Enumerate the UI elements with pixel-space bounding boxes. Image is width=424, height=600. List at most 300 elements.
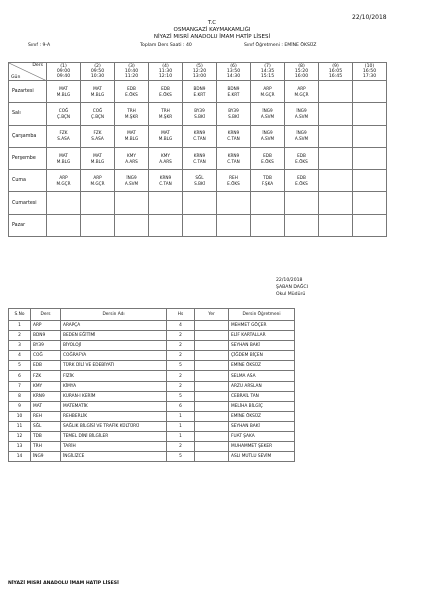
lesson-cell	[217, 214, 251, 236]
lesson-code: ARP	[263, 85, 272, 91]
day-row	[9, 192, 387, 214]
lesson-teacher: F.ŞKA	[261, 180, 274, 186]
lesson-teacher: A.SVM	[124, 180, 139, 186]
day-row	[9, 103, 387, 125]
course-yer	[195, 391, 229, 401]
col-hs: Hs	[167, 309, 195, 321]
period-no: (3)	[128, 63, 135, 69]
lesson-cell	[285, 81, 319, 103]
lesson-teacher: M.ŞKR	[158, 113, 173, 119]
course-no: 2	[9, 331, 31, 341]
lesson-teacher: A.SVM	[294, 113, 309, 119]
lesson-code: KRN9	[193, 130, 206, 136]
lesson-cell	[319, 170, 353, 192]
lesson-teacher: S.ASA	[91, 136, 104, 142]
period-end: 15:15	[260, 74, 275, 80]
course-code: EDB	[31, 361, 61, 371]
period-header	[251, 63, 285, 81]
course-no: 11	[9, 421, 31, 431]
lesson-code: COĞ	[92, 107, 103, 113]
course-teacher: EMİNE ÖKSÜZ	[229, 361, 295, 371]
day-row	[9, 214, 387, 236]
class-label: Sınıf : 9-A	[28, 43, 51, 48]
course-teacher: MELİHA BİLGİÇ	[229, 401, 295, 411]
course-teacher: SEYHAN BAKİ	[229, 421, 295, 431]
course-row	[9, 321, 295, 331]
day-row	[9, 81, 387, 103]
course-header-row	[9, 309, 295, 321]
lesson-cell	[285, 103, 319, 125]
lesson-cell	[149, 81, 183, 103]
lesson-cell	[81, 214, 115, 236]
lesson-code: İNG9	[262, 107, 273, 113]
lesson-cell	[149, 192, 183, 214]
course-no: 10	[9, 411, 31, 421]
course-hs: 1	[167, 421, 195, 431]
period-end: 10:30	[90, 74, 105, 80]
lesson-cell	[115, 147, 149, 169]
lesson-code: İNG9	[262, 130, 273, 136]
col-sno: S.No	[9, 309, 31, 321]
course-name: REHBERLİK	[61, 411, 167, 421]
course-no: 7	[9, 381, 31, 391]
period-header	[81, 63, 115, 81]
lesson-code: ARP	[297, 85, 306, 91]
lesson-cell	[217, 192, 251, 214]
lesson-teacher: E.ÖKS	[295, 158, 308, 164]
course-name: COĞRAFYA	[61, 351, 167, 361]
course-name: SAĞLIK BİLGİSİ VE TRAFİK KÜLTÜRÜ	[61, 421, 167, 431]
lesson-code: BDN9	[193, 85, 206, 91]
weekly-timetable	[8, 62, 387, 237]
course-row	[9, 442, 295, 452]
lesson-teacher: M.BLG	[158, 136, 173, 142]
course-list-table	[8, 308, 295, 462]
lesson-code: EDB	[161, 85, 170, 91]
lesson-code: REH	[229, 174, 238, 180]
course-code: FZK	[31, 371, 61, 381]
lesson-cell	[115, 192, 149, 214]
course-hs: 5	[167, 452, 195, 462]
lesson-cell	[183, 81, 217, 103]
period-end: 14:30	[226, 74, 241, 80]
course-name: MATEMATİK	[61, 401, 167, 411]
course-hs: 2	[167, 351, 195, 361]
course-hs: 6	[167, 401, 195, 411]
lesson-teacher: M.BLG	[90, 91, 105, 97]
course-no: 12	[9, 432, 31, 442]
course-teacher: ASLI MUTLU SEVİM	[229, 452, 295, 462]
course-teacher: EMİNE ÖKSÜZ	[229, 411, 295, 421]
lesson-code: EDB	[127, 85, 136, 91]
day-name: Cuma	[9, 170, 47, 192]
lesson-cell	[81, 192, 115, 214]
lesson-cell	[251, 147, 285, 169]
lesson-teacher: E.KRT	[193, 91, 206, 97]
lesson-teacher: C.TAN	[193, 158, 206, 164]
lesson-code: TRH	[161, 107, 170, 113]
col-yer: Yer	[195, 309, 229, 321]
course-hs: 2	[167, 331, 195, 341]
lesson-cell	[47, 192, 81, 214]
course-teacher: SEYHAN BAKİ	[229, 341, 295, 351]
day-name: Çarşamba	[9, 125, 47, 147]
lesson-teacher: A.ARS	[125, 158, 138, 164]
course-code: KRN9	[31, 391, 61, 401]
course-teacher: MUHAMMET ŞEKER	[229, 442, 295, 452]
course-no: 4	[9, 351, 31, 361]
period-start: 16:05	[328, 68, 343, 74]
lesson-code: TDB	[263, 174, 272, 180]
day-name: Salı	[9, 103, 47, 125]
course-name: ARAPÇA	[61, 321, 167, 331]
lesson-cell	[183, 192, 217, 214]
lesson-cell	[47, 147, 81, 169]
course-hs: 2	[167, 371, 195, 381]
course-teacher: FUAT ŞAKA	[229, 432, 295, 442]
lesson-cell	[115, 125, 149, 147]
course-yer	[195, 371, 229, 381]
course-row	[9, 452, 295, 462]
lesson-code: BY39	[228, 107, 239, 113]
signature-date: 22/10/2018	[276, 278, 303, 283]
lesson-code: MAT	[59, 85, 68, 91]
course-name: TÜRK DİLİ VE EDEBİYATI	[61, 361, 167, 371]
lesson-teacher: M.GÇR	[90, 180, 105, 186]
lesson-teacher: M.GÇR	[294, 91, 309, 97]
lesson-cell	[47, 125, 81, 147]
lesson-cell	[81, 125, 115, 147]
header-tc: T.C	[207, 20, 217, 26]
lesson-teacher: M.GÇR	[56, 180, 71, 186]
lesson-code: EDB	[263, 152, 272, 158]
course-hs: 5	[167, 361, 195, 371]
course-no: 1	[9, 321, 31, 331]
course-yer	[195, 401, 229, 411]
lesson-cell	[183, 214, 217, 236]
lesson-cell	[183, 147, 217, 169]
header-district: OSMANGAZİ KAYMAKAMLIĞI	[173, 27, 251, 33]
course-teacher: ARZU ARSLAN	[229, 381, 295, 391]
course-name: KİMYA	[61, 381, 167, 391]
lesson-code: İNG9	[126, 174, 137, 180]
period-header	[183, 63, 217, 81]
lesson-cell	[285, 192, 319, 214]
course-row	[9, 391, 295, 401]
course-row	[9, 411, 295, 421]
lesson-teacher: M.BLG	[124, 136, 139, 142]
lesson-cell	[217, 103, 251, 125]
lesson-cell	[47, 81, 81, 103]
course-yer	[195, 381, 229, 391]
day-row	[9, 125, 387, 147]
class-teacher: Sınıf Öğretmeni : EMİNE ÖKSÜZ	[244, 43, 317, 48]
day-row	[9, 170, 387, 192]
course-no: 5	[9, 361, 31, 371]
lesson-code: KRN9	[159, 174, 172, 180]
lesson-cell	[251, 125, 285, 147]
lesson-teacher: M.ŞKR	[124, 113, 139, 119]
period-end: 11:20	[124, 74, 139, 80]
lesson-code: KRN9	[227, 130, 240, 136]
lesson-cell	[217, 147, 251, 169]
lesson-teacher: A.SVM	[294, 136, 309, 142]
lesson-teacher: M.BLG	[56, 91, 71, 97]
lesson-code: COĞ	[58, 107, 69, 113]
lesson-cell	[353, 125, 387, 147]
lesson-cell	[353, 147, 387, 169]
lesson-code: KRN9	[227, 152, 240, 158]
lesson-teacher: A.SVM	[260, 113, 275, 119]
day-row	[9, 147, 387, 169]
lesson-cell	[285, 147, 319, 169]
lesson-code: EDB	[297, 152, 306, 158]
period-end: 09:40	[56, 74, 71, 80]
course-code: COĞ	[31, 351, 61, 361]
lesson-cell	[115, 103, 149, 125]
course-hs: 2	[167, 341, 195, 351]
lesson-teacher: E.ÖKS	[125, 91, 138, 97]
course-yer	[195, 432, 229, 442]
course-yer	[195, 411, 229, 421]
course-yer	[195, 331, 229, 341]
lesson-code: KMY	[161, 152, 170, 158]
period-end: 16:00	[294, 74, 309, 80]
period-end: 17:30	[362, 74, 377, 80]
day-name: Pazartesi	[9, 81, 47, 103]
lesson-code: FZK	[93, 130, 102, 136]
course-yer	[195, 361, 229, 371]
lesson-cell	[353, 192, 387, 214]
course-row	[9, 421, 295, 431]
period-no: (1)	[60, 63, 67, 69]
lesson-cell	[217, 170, 251, 192]
day-name: Pazar	[9, 214, 47, 236]
course-yer	[195, 442, 229, 452]
course-hs: 2	[167, 381, 195, 391]
day-name: Perşembe	[9, 147, 47, 169]
lesson-cell	[115, 81, 149, 103]
lesson-code: KRN9	[193, 152, 206, 158]
signature-title: Okul Müdürü	[276, 292, 306, 297]
course-name: KURAN-I KERİM	[61, 391, 167, 401]
course-name: TARİH	[61, 442, 167, 452]
course-code: TDB	[31, 432, 61, 442]
course-row	[9, 341, 295, 351]
period-end: 12:10	[158, 74, 173, 80]
period-start: 12:20	[192, 68, 207, 74]
footer-school: NİYAZİ MISRİ ANADOLU İMAM HATİP LİSESİ	[8, 581, 119, 586]
lesson-code: BY39	[194, 107, 205, 113]
period-no: (2)	[94, 63, 101, 69]
total-hours: Toplam Ders Saati : 40	[140, 43, 192, 48]
lesson-code: EDB	[297, 174, 306, 180]
lesson-code: İNG9	[296, 107, 307, 113]
course-row	[9, 351, 295, 361]
period-start: 16:50	[362, 68, 377, 74]
course-hs: 4	[167, 321, 195, 331]
lesson-cell	[285, 214, 319, 236]
lesson-code: MAT	[59, 152, 68, 158]
lesson-teacher: S.BKİ	[194, 180, 205, 186]
header-date: 22/10/2018	[352, 14, 387, 21]
period-header	[47, 63, 81, 81]
lesson-code: ARP	[59, 174, 68, 180]
course-hs: 1	[167, 411, 195, 421]
course-row	[9, 381, 295, 391]
lesson-cell	[217, 81, 251, 103]
period-end: 13:00	[192, 74, 207, 80]
lesson-code: MAT	[93, 152, 102, 158]
course-no: 9	[9, 401, 31, 411]
period-start: 09:50	[90, 68, 105, 74]
col-ders: Ders	[31, 309, 61, 321]
lesson-cell	[149, 103, 183, 125]
lesson-code: TRH	[127, 107, 136, 113]
period-header	[285, 63, 319, 81]
course-row	[9, 331, 295, 341]
lesson-cell	[149, 170, 183, 192]
course-no: 13	[9, 442, 31, 452]
lesson-cell	[251, 192, 285, 214]
day-name: Cumartesi	[9, 192, 47, 214]
course-name: TEMEL DİNİ BİLGİLER	[61, 432, 167, 442]
course-code: TRH	[31, 442, 61, 452]
period-start: 13:50	[226, 68, 241, 74]
lesson-cell	[81, 103, 115, 125]
course-code: KMY	[31, 381, 61, 391]
lesson-teacher: E.ÖKS	[227, 180, 240, 186]
course-no: 3	[9, 341, 31, 351]
lesson-teacher: E.ÖKS	[159, 91, 172, 97]
course-code: İNG9	[31, 452, 61, 462]
corner-gun: Gün	[11, 74, 21, 80]
course-code: BDN9	[31, 331, 61, 341]
lesson-cell	[319, 192, 353, 214]
lesson-code: FZK	[59, 130, 68, 136]
period-start: 11:30	[158, 68, 173, 74]
course-code: REH	[31, 411, 61, 421]
course-no: 14	[9, 452, 31, 462]
course-teacher: ELİF KARTALLAR	[229, 331, 295, 341]
lesson-cell	[319, 103, 353, 125]
lesson-code: MAT	[93, 85, 102, 91]
lesson-teacher: M.BLG	[90, 158, 105, 164]
period-no: (4)	[162, 63, 169, 69]
lesson-cell	[319, 214, 353, 236]
lesson-cell	[251, 170, 285, 192]
course-yer	[195, 452, 229, 462]
lesson-teacher: E.ÖKS	[261, 158, 274, 164]
period-start: 09:00	[56, 68, 71, 74]
lesson-teacher: S.BKİ	[228, 113, 239, 119]
lesson-cell	[183, 170, 217, 192]
corner-cell	[9, 63, 47, 81]
lesson-cell	[251, 214, 285, 236]
course-code: MAT	[31, 401, 61, 411]
header-school: NİYAZİ MISRİ ANADOLU İMAM HATİP LİSESİ	[153, 34, 271, 40]
course-row	[9, 371, 295, 381]
course-row	[9, 432, 295, 442]
period-no: (9)	[332, 63, 339, 69]
course-yer	[195, 351, 229, 361]
lesson-code: BDN9	[227, 85, 240, 91]
lesson-cell	[319, 125, 353, 147]
lesson-cell	[319, 81, 353, 103]
lesson-code: MAT	[127, 130, 136, 136]
lesson-cell	[81, 81, 115, 103]
signature-name: ŞABAN DAĞCI	[276, 285, 308, 290]
lesson-teacher: A.ARS	[159, 158, 172, 164]
lesson-teacher: S.BKİ	[194, 113, 205, 119]
lesson-teacher: A.SVM	[260, 136, 275, 142]
course-teacher: ÇİĞDEM BİÇEN	[229, 351, 295, 361]
lesson-cell	[47, 170, 81, 192]
lesson-teacher: C.TAN	[159, 180, 172, 186]
period-no: (8)	[298, 63, 305, 69]
lesson-cell	[251, 81, 285, 103]
lesson-teacher: M.GÇR	[260, 91, 275, 97]
period-no: (6)	[230, 63, 237, 69]
course-teacher: MEHMET GÖÇER	[229, 321, 295, 331]
period-start: 14:35	[260, 68, 275, 74]
period-no: (7)	[264, 63, 271, 69]
lesson-cell	[149, 125, 183, 147]
course-name: BEDEN EĞİTİMİ	[61, 331, 167, 341]
lesson-cell	[81, 170, 115, 192]
course-code: BY39	[31, 341, 61, 351]
course-hs: 2	[167, 442, 195, 452]
lesson-cell	[47, 103, 81, 125]
lesson-cell	[81, 147, 115, 169]
corner-ders: Ders	[32, 63, 43, 68]
lesson-cell	[353, 214, 387, 236]
course-name: İNGİLİZCE	[61, 452, 167, 462]
course-yer	[195, 341, 229, 351]
course-no: 8	[9, 391, 31, 401]
course-hs: 1	[167, 432, 195, 442]
course-teacher: CEBRAİL TAN	[229, 391, 295, 401]
lesson-teacher: Ç.BÇN	[90, 113, 105, 119]
col-ogretmen: Dersin Öğretmeni	[229, 309, 295, 321]
period-no: (5)	[196, 63, 203, 69]
lesson-cell	[353, 81, 387, 103]
period-end: 16:45	[328, 74, 343, 80]
lesson-cell	[353, 103, 387, 125]
lesson-cell	[285, 125, 319, 147]
period-no: (10)	[364, 63, 375, 69]
course-code: SĞL	[31, 421, 61, 431]
course-yer	[195, 421, 229, 431]
period-start: 15:20	[294, 68, 309, 74]
lesson-cell	[217, 125, 251, 147]
lesson-teacher: Ç.BÇN	[56, 113, 71, 119]
lesson-code: KMY	[127, 152, 136, 158]
lesson-cell	[353, 170, 387, 192]
course-yer	[195, 321, 229, 331]
period-header	[217, 63, 251, 81]
lesson-cell	[115, 214, 149, 236]
period-header	[115, 63, 149, 81]
course-hs: 5	[167, 391, 195, 401]
course-no: 6	[9, 371, 31, 381]
lesson-cell	[251, 103, 285, 125]
course-name: BİYOLOJİ	[61, 341, 167, 351]
course-row	[9, 401, 295, 411]
lesson-code: ARP	[93, 174, 102, 180]
lesson-teacher: C.TAN	[193, 136, 206, 142]
period-header	[149, 63, 183, 81]
